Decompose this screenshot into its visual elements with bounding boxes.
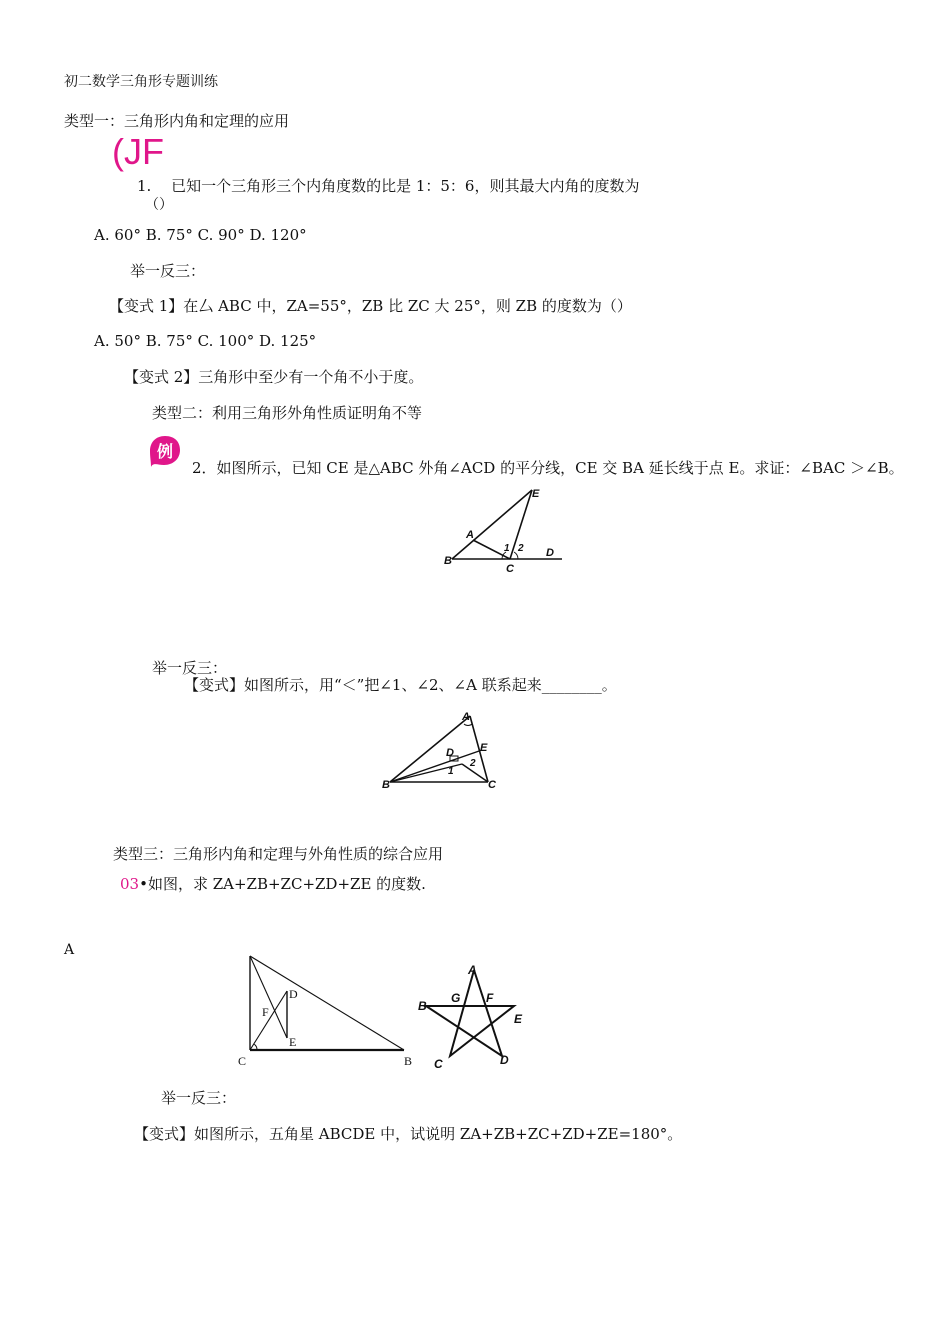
fig3-label-e: E (289, 1035, 297, 1049)
variant-2-text: 【变式 2】三角形中至少有一个角不小于度。 (124, 368, 424, 386)
fig4-label-a: A (468, 963, 477, 977)
fig2-label-a: A (462, 711, 470, 723)
figure-exterior-angle (440, 480, 580, 575)
question-1-line2: （） (145, 197, 173, 213)
fig3-label-b: B (404, 1054, 413, 1068)
figure-interior-point (378, 704, 508, 796)
section-heading-type3: 类型三：三角形内角和定理与外角性质的综合应用 (113, 845, 444, 863)
page-title: 初二数学三角形专题训练 (64, 74, 218, 90)
fig3-label-f: F (262, 1005, 269, 1019)
variant-1-text: 【变式 1】在厶 ABC 中，ZA=55°，ZB 比 ZC 大 25°，则 ZB 的度数为（） (109, 297, 632, 315)
fig4-label-c: C (434, 1057, 443, 1071)
fig3-label-c: C (238, 1054, 247, 1068)
fig1-label-d: D (546, 547, 554, 559)
section-heading-type1: 类型一：三角形内角和定理的应用 (64, 112, 290, 130)
fig1-label-c: C (506, 563, 514, 575)
stray-label-a: A (64, 942, 75, 958)
fig3-label-d: D (289, 987, 298, 1001)
example-badge-icon (148, 434, 182, 468)
fig4-label-f: F (486, 991, 494, 1005)
variant-type3-text: 【变式】如图所示，五角星 ABCDE 中，试说明 ZA+ZB+ZC+ZD+ZE=180°。 (134, 1125, 683, 1143)
fig2-label-1: 1 (448, 766, 454, 777)
question-1-line1: 1. 已知一个三角形三个内角度数的比是 1：5：6，则其最大内角的度数为 (137, 177, 640, 195)
jf-logo-text: (JF (112, 131, 164, 172)
practice-label-1: 举一反三： (130, 262, 206, 280)
practice-label-2: 举一反三： (152, 659, 228, 677)
practice-label-3: 举一反三： (161, 1089, 237, 1107)
fig1-label-1: 1 (504, 543, 510, 554)
section-heading-type2: 类型二：利用三角形外角性质证明角不等 (152, 404, 423, 422)
question-3-number: 03 (120, 875, 140, 893)
fig2-label-c: C (488, 779, 496, 791)
fig1-label-2: 2 (518, 543, 524, 554)
fig4-label-d: D (500, 1053, 509, 1067)
fig1-label-b: B (444, 555, 452, 567)
question-1-options: A. 60° B. 75° C. 90° D. 120° (94, 226, 307, 244)
fig1-label-e: E (532, 488, 540, 500)
question-3 (120, 875, 426, 893)
fig4-label-e: E (514, 1012, 523, 1026)
fig2-label-d: D (446, 747, 454, 759)
fig2-label-b: B (382, 779, 390, 791)
fig4-label-b: B (418, 999, 427, 1013)
question-3-text: •如图，求 ZA+ZB+ZC+ZD+ZE 的度数. (139, 875, 426, 893)
variant-type2-text: 【变式】如图所示，用“＜”把∠1、∠2、∠A 联系起来________。 (184, 676, 617, 694)
variant-1-options: A. 50° B. 75° C. 100° D. 125° (94, 332, 317, 350)
fig1-label-a: A (466, 529, 474, 541)
figure-pentagram (414, 958, 532, 1074)
fig2-label-e: E (480, 742, 488, 754)
example-badge-label: 例 (157, 442, 174, 461)
fig4-label-g: G (451, 991, 461, 1005)
fig2-label-2: 2 (470, 758, 476, 769)
figure-right-triangle (232, 948, 427, 1070)
question-2-text: 2．如图所示，已知 CE 是△ABC 外角∠ACD 的平分线，CE 交 BA 延长线于点 E。求证：∠BAC ＞∠B。 (192, 459, 904, 477)
